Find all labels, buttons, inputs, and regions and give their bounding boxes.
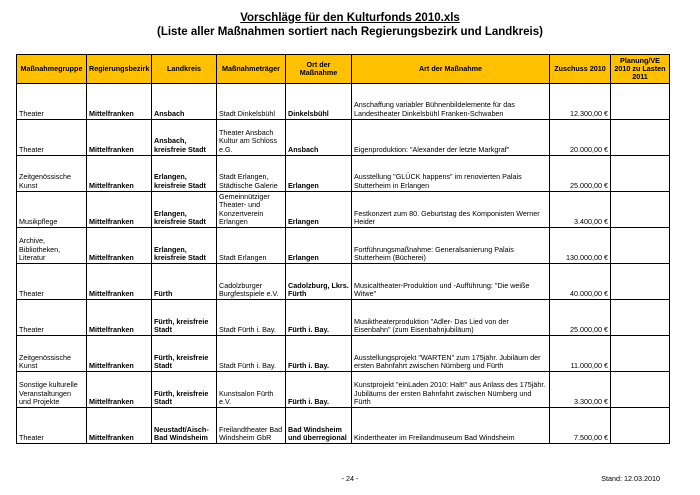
cell-planung	[611, 372, 670, 408]
table-row	[17, 372, 670, 408]
cell-zuschuss: 25.000,00 €	[550, 156, 611, 192]
cell-bezirk: Mittelfranken	[87, 228, 152, 264]
cell-traeger: Theater Ansbach Kultur am Schloss e.G.	[217, 120, 286, 156]
cell-art: Kindertheater im Freilandmuseum Bad Windsheim	[352, 408, 550, 444]
cell-art: Festkonzert zum 80. Geburtstag des Komponisten Werner Heider	[352, 192, 550, 228]
cell-planung	[611, 156, 670, 192]
cell-planung	[611, 408, 670, 444]
cell-zuschuss: 7.500,00 €	[550, 408, 611, 444]
cell-planung	[611, 228, 670, 264]
cell-traeger: Stadt Dinkelsbühl	[217, 84, 286, 120]
cell-ort: Fürth i. Bay.	[286, 372, 352, 408]
cell-zuschuss: 11.000,00 €	[550, 336, 611, 372]
measures-table	[16, 54, 670, 444]
table-row	[17, 228, 670, 264]
cell-traeger: Kunstsalon Fürth e.V.	[217, 372, 286, 408]
cell-planung	[611, 120, 670, 156]
table-row	[17, 156, 670, 192]
column-header: Art der Maßnahme	[352, 55, 550, 84]
cell-ort: Bad Windsheim und überregional	[286, 408, 352, 444]
cell-art: Ausstellungsprojekt "WARTEN" zum 175jähr. Jubiläum der ersten Bahnfahrt zwischen Nürnberg und Fürth	[352, 336, 550, 372]
table-row	[17, 408, 670, 444]
cell-bezirk: Mittelfranken	[87, 300, 152, 336]
cell-bezirk: Mittelfranken	[87, 372, 152, 408]
cell-art: Ausstellung "GLÜCK happens" im renovierten Palais Stutterheim in Erlangen	[352, 156, 550, 192]
cell-zuschuss: 3.300,00 €	[550, 372, 611, 408]
cell-zuschuss: 20.000,00 €	[550, 120, 611, 156]
cell-landkreis: Erlangen, kreisfreie Stadt	[152, 228, 217, 264]
table-body	[17, 84, 670, 444]
cell-zuschuss: 130.000,00 €	[550, 228, 611, 264]
cell-landkreis: Fürth, kreisfreie Stadt	[152, 336, 217, 372]
cell-gruppe: Sonstige kulturelle Veranstaltungen und Projekte	[17, 372, 87, 408]
cell-planung	[611, 264, 670, 300]
column-header: Ort der Maßnahme	[286, 55, 352, 84]
cell-zuschuss: 25.000,00 €	[550, 300, 611, 336]
document-title: Vorschläge für den Kulturfonds 2010.xls	[240, 12, 460, 24]
cell-bezirk: Mittelfranken	[87, 84, 152, 120]
cell-ort: Ansbach	[286, 120, 352, 156]
cell-gruppe: Theater	[17, 120, 87, 156]
cell-planung	[611, 300, 670, 336]
cell-art: Musiktheaterproduktion "Adler- Das Lied von der Eisenbahn" (zum Eisenbahnjubiläum)	[352, 300, 550, 336]
document-subtitle: (Liste aller Maßnahmen sortiert nach Regierungsbezirk und Landkreis)	[157, 26, 543, 38]
table-row	[17, 264, 670, 300]
cell-landkreis: Erlangen, kreisfreie Stadt	[152, 156, 217, 192]
page-number: - 24 -	[341, 474, 359, 483]
table-row	[17, 336, 670, 372]
cell-landkreis: Ansbach, kreisfreie Stadt	[152, 120, 217, 156]
cell-gruppe: Theater	[17, 84, 87, 120]
cell-ort: Erlangen	[286, 228, 352, 264]
cell-gruppe: Zeitgenössische Kunst	[17, 336, 87, 372]
column-header: Maßnahmeträger	[217, 55, 286, 84]
cell-art: Anschaffung variabler Bühnenbildelemente für das Landestheater Dinkelsbühl Franken-Schwaben	[352, 84, 550, 120]
cell-bezirk: Mittelfranken	[87, 408, 152, 444]
cell-bezirk: Mittelfranken	[87, 264, 152, 300]
cell-traeger: Stadt Fürth i. Bay.	[217, 300, 286, 336]
column-header: Regierungsbezirk	[87, 55, 152, 84]
column-header: Landkreis	[152, 55, 217, 84]
cell-landkreis: Ansbach	[152, 84, 217, 120]
table-row	[17, 192, 670, 228]
column-header: Planung/VE 2010 zu Lasten 2011	[611, 55, 670, 84]
cell-landkreis: Fürth	[152, 264, 217, 300]
cell-zuschuss: 12.300,00 €	[550, 84, 611, 120]
cell-gruppe: Zeitgenössische Kunst	[17, 156, 87, 192]
cell-bezirk: Mittelfranken	[87, 192, 152, 228]
column-header: Zuschuss 2010	[550, 55, 611, 84]
cell-ort: Dinkelsbühl	[286, 84, 352, 120]
cell-gruppe: Theater	[17, 264, 87, 300]
cell-bezirk: Mittelfranken	[87, 336, 152, 372]
table-header-row	[17, 55, 670, 84]
cell-zuschuss: 40.000,00 €	[550, 264, 611, 300]
cell-art: Fortführungsmaßnahme: Generalsanierung Palais Stutterheim (Bücherei)	[352, 228, 550, 264]
cell-art: Eigenproduktion: "Alexander der letzte Markgraf"	[352, 120, 550, 156]
cell-bezirk: Mittelfranken	[87, 120, 152, 156]
cell-traeger: Stadt Erlangen	[217, 228, 286, 264]
cell-traeger: Gemeinnütziger Theater- und Konzertverein Erlangen	[217, 192, 286, 228]
cell-zuschuss: 3.400,00 €	[550, 192, 611, 228]
cell-art: Musicaltheater-Produktion und -Aufführung: "Die weiße Witwe"	[352, 264, 550, 300]
cell-ort: Fürth i. Bay.	[286, 336, 352, 372]
cell-planung	[611, 192, 670, 228]
cell-gruppe: Theater	[17, 408, 87, 444]
cell-landkreis: Erlangen, kreisfreie Stadt	[152, 192, 217, 228]
cell-landkreis: Fürth, kreisfreie Stadt	[152, 300, 217, 336]
cell-gruppe: Musikpflege	[17, 192, 87, 228]
column-header: Maßnahmegruppe	[17, 55, 87, 84]
cell-planung	[611, 84, 670, 120]
cell-gruppe: Theater	[17, 300, 87, 336]
cell-traeger: Stadt Erlangen, Städtische Galerie	[217, 156, 286, 192]
cell-ort: Fürth i. Bay.	[286, 300, 352, 336]
cell-ort: Erlangen	[286, 192, 352, 228]
cell-traeger: Cadolzburger Burgfestspiele e.V.	[217, 264, 286, 300]
cell-planung	[611, 336, 670, 372]
status-date: Stand: 12.03.2010	[601, 474, 660, 483]
cell-gruppe: Archive, Bibliotheken, Literatur	[17, 228, 87, 264]
cell-art: Kunstprojekt "einLaden 2010: Halt!" aus Anlass des 175jähr. Jubiläums der ersten Bahnfahrt zwischen Nürnberg und Fürth	[352, 372, 550, 408]
cell-ort: Erlangen	[286, 156, 352, 192]
cell-landkreis: Neustadt/Aisch-Bad Windsheim	[152, 408, 217, 444]
cell-bezirk: Mittelfranken	[87, 156, 152, 192]
cell-landkreis: Fürth, kreisfreie Stadt	[152, 372, 217, 408]
table-row	[17, 84, 670, 120]
cell-traeger: Stadt Fürth i. Bay.	[217, 336, 286, 372]
cell-traeger: Freilandtheater Bad Windsheim GbR	[217, 408, 286, 444]
table-row	[17, 300, 670, 336]
table-row	[17, 120, 670, 156]
cell-ort: Cadolzburg, Lkrs. Fürth	[286, 264, 352, 300]
